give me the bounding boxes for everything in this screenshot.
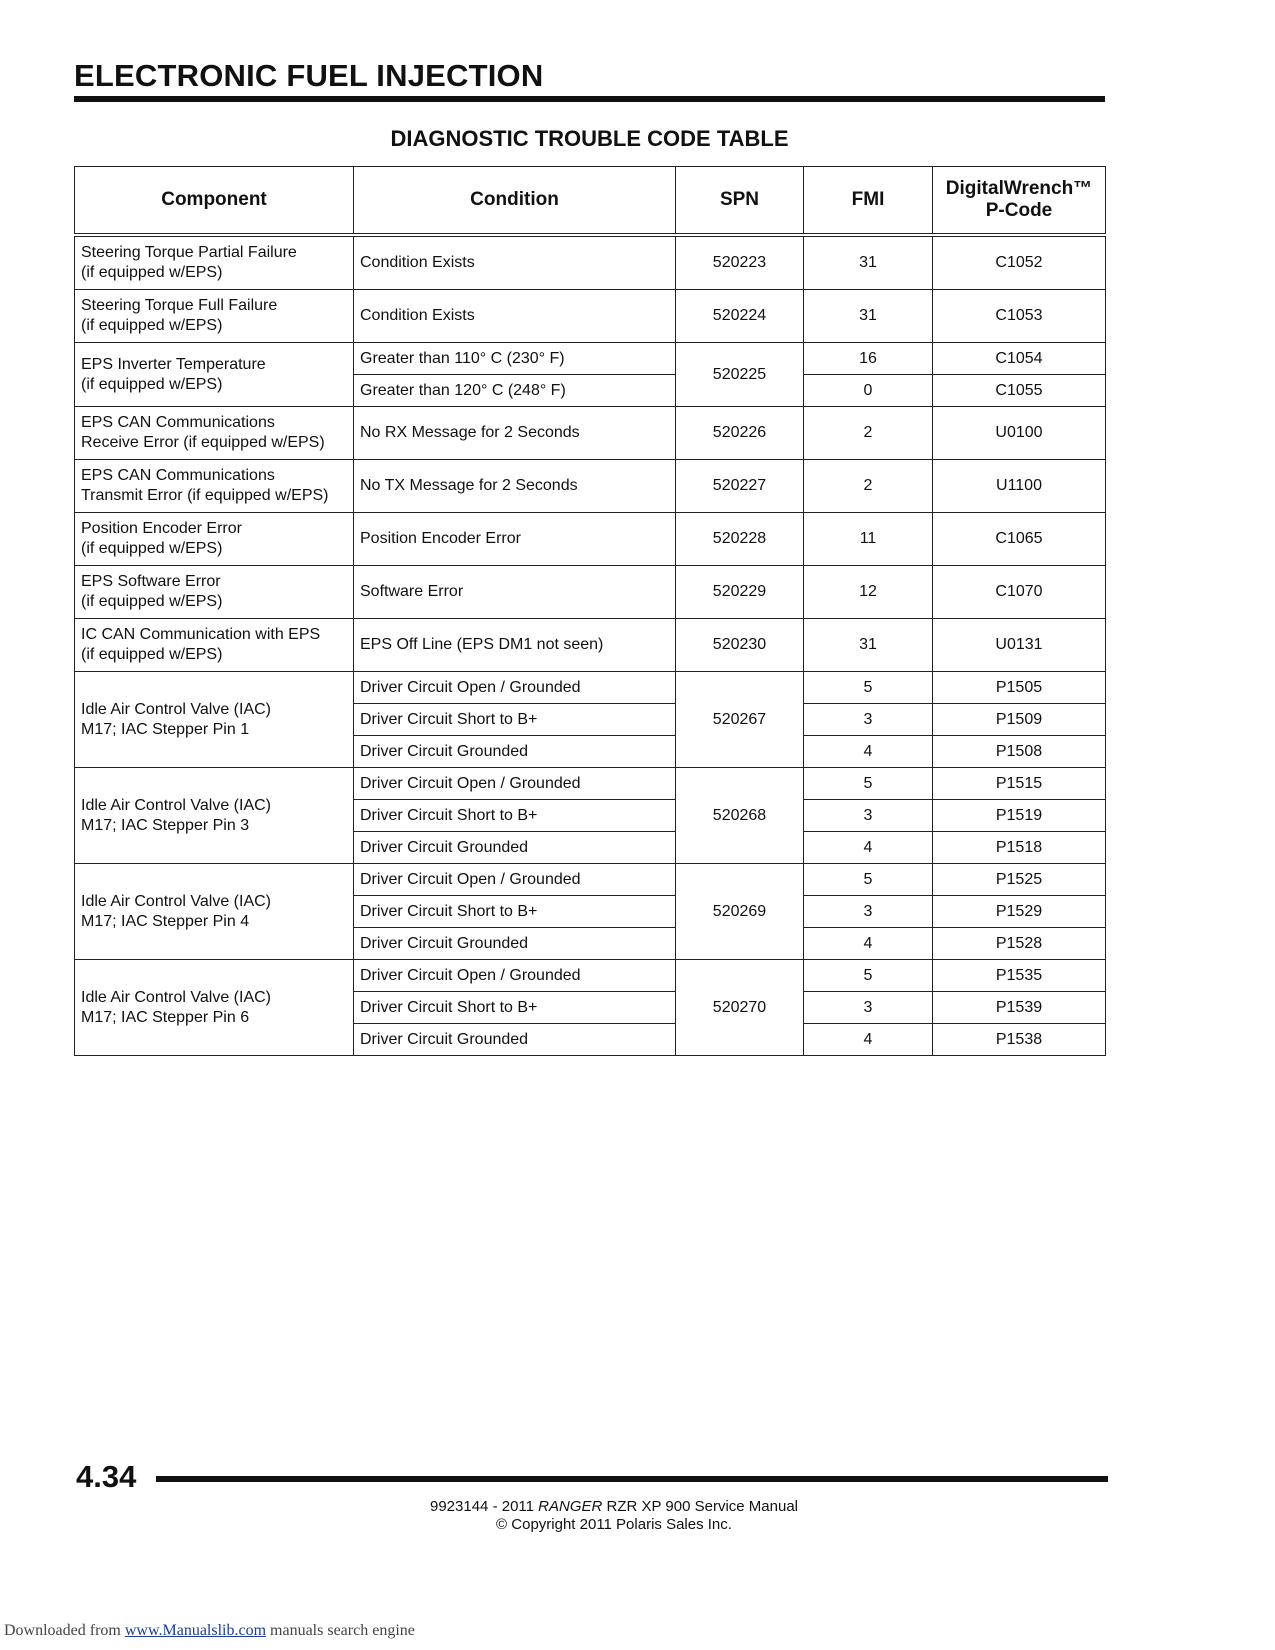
fmi-cell: 3 [804,992,933,1024]
condition-cell: Driver Circuit Short to B+ [354,992,676,1024]
column-header-condition: Condition [354,167,676,236]
component-cell: Idle Air Control Valve (IAC) M17; IAC Stepper Pin 1 [75,672,354,768]
condition-cell: No TX Message for 2 Seconds [354,460,676,513]
pcode-cell: C1070 [933,566,1106,619]
component-cell: Steering Torque Partial Failure (if equipped w/EPS) [75,235,354,290]
condition-cell: Greater than 120° C (248° F) [354,375,676,407]
fmi-cell: 4 [804,1024,933,1056]
condition-cell: Driver Circuit Open / Grounded [354,768,676,800]
fmi-cell: 31 [804,290,933,343]
spn-cell: 520224 [676,290,804,343]
fmi-cell: 3 [804,800,933,832]
table-row [75,566,1106,619]
manual-title-suffix: RZR XP 900 Service Manual [602,1498,798,1515]
table-row [75,460,1106,513]
table-row [75,235,1106,290]
condition-cell: Driver Circuit Short to B+ [354,896,676,928]
component-cell: EPS CAN Communications Receive Error (if equipped w/EPS) [75,407,354,460]
copyright-text: © Copyright 2011 Polaris Sales Inc. [496,1516,732,1533]
pcode-cell: C1053 [933,290,1106,343]
condition-cell: Position Encoder Error [354,513,676,566]
condition-cell: Condition Exists [354,235,676,290]
pcode-cell: U0100 [933,407,1106,460]
pcode-cell: P1519 [933,800,1106,832]
condition-cell: No RX Message for 2 Seconds [354,407,676,460]
table-row [75,768,1106,800]
fmi-cell: 31 [804,619,933,672]
page-footer [74,1498,1154,1534]
fmi-cell: 4 [804,736,933,768]
download-suffix: manuals search engine [266,1622,415,1639]
download-footer [4,1622,415,1640]
section-title: ELECTRONIC FUEL INJECTION [74,58,544,93]
pcode-cell: P1538 [933,1024,1106,1056]
component-cell: Idle Air Control Valve (IAC) M17; IAC Stepper Pin 3 [75,768,354,864]
pcode-cell: U0131 [933,619,1106,672]
pcode-cell: P1505 [933,672,1106,704]
pcode-cell: C1052 [933,235,1106,290]
diagnostic-trouble-code-table [74,166,1106,1056]
condition-cell: Driver Circuit Short to B+ [354,800,676,832]
condition-cell: Software Error [354,566,676,619]
manual-title-prefix: 9923144 - 2011 [430,1498,539,1515]
spn-cell: 520228 [676,513,804,566]
fmi-cell: 5 [804,672,933,704]
condition-cell: Driver Circuit Short to B+ [354,704,676,736]
component-cell: EPS Software Error (if equipped w/EPS) [75,566,354,619]
pcode-cell: C1054 [933,343,1106,375]
table-row [75,407,1106,460]
table-title: DIAGNOSTIC TROUBLE CODE TABLE [390,126,789,151]
table-body [75,235,1106,1056]
column-header-pcode-line2: P-Code [985,200,1053,221]
component-cell: EPS Inverter Temperature (if equipped w/EPS) [75,343,354,407]
fmi-cell: 4 [804,832,933,864]
pcode-cell: P1525 [933,864,1106,896]
spn-cell: 520223 [676,235,804,290]
pcode-cell: P1509 [933,704,1106,736]
fmi-cell: 4 [804,928,933,960]
pcode-cell: C1055 [933,375,1106,407]
component-cell: Idle Air Control Valve (IAC) M17; IAC Stepper Pin 6 [75,960,354,1056]
condition-cell: Driver Circuit Open / Grounded [354,960,676,992]
component-cell: IC CAN Communication with EPS (if equipped w/EPS) [75,619,354,672]
manual-title-brand: RANGER [538,1498,603,1515]
table-row [75,619,1106,672]
component-cell: Position Encoder Error (if equipped w/EPS) [75,513,354,566]
fmi-cell: 5 [804,864,933,896]
fmi-cell: 5 [804,768,933,800]
pcode-cell: U1100 [933,460,1106,513]
page-number: 4.34 [76,1459,137,1494]
component-cell: EPS CAN Communications Transmit Error (if equipped w/EPS) [75,460,354,513]
spn-cell: 520267 [676,672,804,768]
condition-cell: Driver Circuit Grounded [354,736,676,768]
fmi-cell: 5 [804,960,933,992]
component-cell: Steering Torque Full Failure (if equipped w/EPS) [75,290,354,343]
spn-cell: 520269 [676,864,804,960]
condition-cell: Driver Circuit Grounded [354,1024,676,1056]
fmi-cell: 0 [804,375,933,407]
table-row [75,672,1106,704]
table-row [75,864,1106,896]
condition-cell: Driver Circuit Open / Grounded [354,864,676,896]
spn-cell: 520229 [676,566,804,619]
pcode-cell: P1508 [933,736,1106,768]
fmi-cell: 2 [804,407,933,460]
table-row [75,960,1106,992]
pcode-cell: P1515 [933,768,1106,800]
spn-cell: 520226 [676,407,804,460]
manual-title [74,1498,1154,1516]
pcode-cell: P1518 [933,832,1106,864]
fmi-cell: 11 [804,513,933,566]
table-row [75,343,1106,375]
bottom-rule [156,1476,1108,1482]
spn-cell: 520230 [676,619,804,672]
pcode-cell: C1065 [933,513,1106,566]
condition-cell: Driver Circuit Open / Grounded [354,672,676,704]
column-header-spn: SPN [676,167,804,236]
fmi-cell: 31 [804,235,933,290]
condition-cell: Greater than 110° C (230° F) [354,343,676,375]
component-cell: Idle Air Control Valve (IAC) M17; IAC Stepper Pin 4 [75,864,354,960]
spn-cell: 520227 [676,460,804,513]
fmi-cell: 3 [804,896,933,928]
manualslib-link[interactable]: www.Manualslib.com [124,1622,267,1639]
fmi-cell: 12 [804,566,933,619]
table-header-row [75,167,1106,236]
download-prefix: Downloaded from [4,1622,125,1639]
top-rule [74,96,1105,102]
spn-cell: 520270 [676,960,804,1056]
pcode-cell: P1539 [933,992,1106,1024]
pcode-cell: P1535 [933,960,1106,992]
column-header-component: Component [75,167,354,236]
fmi-cell: 3 [804,704,933,736]
pcode-cell: P1528 [933,928,1106,960]
table-row [75,290,1106,343]
fmi-cell: 2 [804,460,933,513]
spn-cell: 520268 [676,768,804,864]
column-header-pcode-line1: DigitalWrench™ [945,178,1093,199]
fmi-cell: 16 [804,343,933,375]
table-row [75,513,1106,566]
column-header-fmi: FMI [804,167,933,236]
column-header-pcode [933,167,1106,236]
spn-cell: 520225 [676,343,804,407]
condition-cell: Driver Circuit Grounded [354,832,676,864]
condition-cell: Driver Circuit Grounded [354,928,676,960]
condition-cell: Condition Exists [354,290,676,343]
condition-cell: EPS Off Line (EPS DM1 not seen) [354,619,676,672]
pcode-cell: P1529 [933,896,1106,928]
